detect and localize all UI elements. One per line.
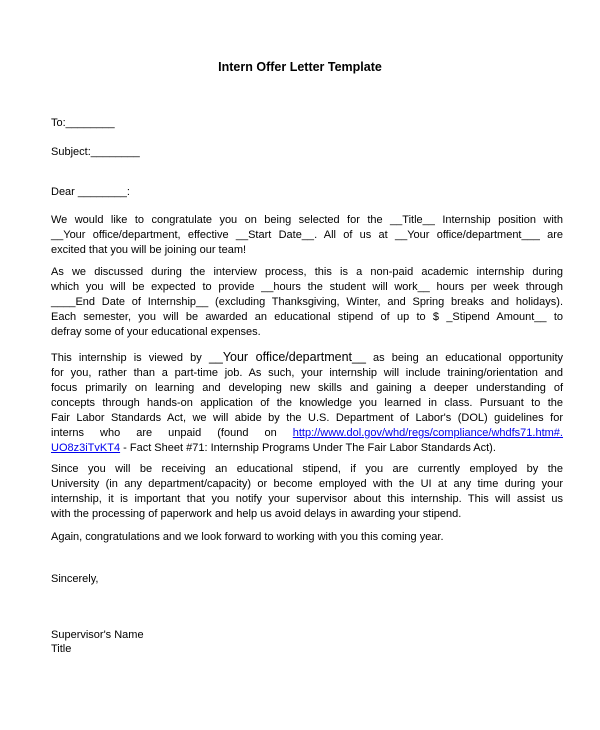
paragraph-internship-terms (51, 265, 563, 340)
p2-text-d: (excluding Thanksgiving, Winter, and Spring breaks and holidays). (215, 296, 563, 308)
p2-text-a: As we discussed during the interview process, this is a non-paid academic internship during (51, 266, 563, 278)
start-date-field: __Start Date__ (235, 229, 315, 241)
p3-text-a: This internship is viewed by (51, 352, 202, 364)
end-date-field: ____End Date of Internship__ (51, 296, 209, 308)
p1-text-a: We would like to congratulate you on being selected for the (51, 214, 383, 226)
paragraph-employment-notice (51, 462, 563, 522)
p2-text-c: hours per week through (436, 281, 564, 293)
p1-text-c: , effective (177, 229, 229, 241)
document-title: Intern Offer Letter Template (218, 60, 382, 74)
to-line: To:________ (51, 117, 115, 129)
hours-field: __hours the student will work__ (261, 281, 430, 293)
p4-text-d: with the processing of paperwork and help us avoid delays in awarding your stipend. (51, 508, 462, 520)
office-field-2: __Your office/department___ (394, 229, 540, 241)
dol-fact-sheet-link-anchor[interactable]: UO8z3iTvKT4 (51, 442, 121, 454)
p3-text-d: focus primarily on learning and developing new skills and gaining a deeper understanding of (51, 382, 563, 394)
p3-text-f: Fair Labor Standards Act, we will abide by the U.S. Department of Labor's (DOL) guidelines for (51, 412, 563, 424)
paragraph-educational-opportunity (51, 350, 563, 456)
p1-text-e: are (547, 229, 564, 241)
paragraph-congratulations (51, 213, 563, 258)
closing-sincerely: Sincerely, (51, 573, 99, 585)
signer-name: Supervisor's Name (51, 629, 144, 641)
stipend-field: _Stipend Amount__ (446, 311, 547, 323)
p3-text-b: as being an educational opportunity (373, 352, 564, 364)
p2-text-f: to (553, 311, 563, 323)
p3-text-g: interns who are unpaid (found on (51, 427, 277, 439)
p4-text-a: Since you will be receiving an educational stipend, if you are currently employed by the (51, 463, 563, 475)
p3-text-e: concepts through hands-on application of the knowledge you learned in class. Pursuant to the (51, 397, 563, 409)
title-field: __Title__ (390, 214, 435, 226)
p4-text-b: University (in any department/capacity) or become employed with the UI at any time during your (51, 478, 563, 490)
signer-title: Title (51, 643, 72, 655)
p2-text-b: which you will be expected to provide (51, 281, 255, 293)
office-field-1: __Your office/department (51, 229, 178, 241)
p2-text-e: Each semester, you will be awarded an educational stipend of up to $ (51, 311, 440, 323)
office-field-3: __Your office/department__ (208, 350, 366, 364)
salutation: Dear ________: (51, 186, 130, 198)
p4-text-c: internship, it is important that you notify your supervisor about this internship. This will assist us (51, 493, 563, 505)
p1-text-f: excited that you will be joining our team! (51, 244, 247, 256)
p2-text-g: defray some of your educational expenses. (51, 326, 261, 338)
dol-fact-sheet-link[interactable]: http://www.dol.gov/whd/regs/compliance/whdfs71.htm#. (292, 427, 563, 439)
p1-text-b: Internship position with (442, 214, 563, 226)
p3-text-h: - Fact Sheet #71: Internship Programs Under The Fair Labor Standards Act). (123, 442, 496, 454)
subject-line: Subject:________ (51, 146, 140, 158)
p3-text-c: for you, rather than a part-time job. As such, your internship will include training/orientation and (51, 367, 563, 379)
paragraph-closing-remark: Again, congratulations and we look forward to working with you this coming year. (51, 531, 444, 543)
p1-text-d: . All of us at (314, 229, 388, 241)
